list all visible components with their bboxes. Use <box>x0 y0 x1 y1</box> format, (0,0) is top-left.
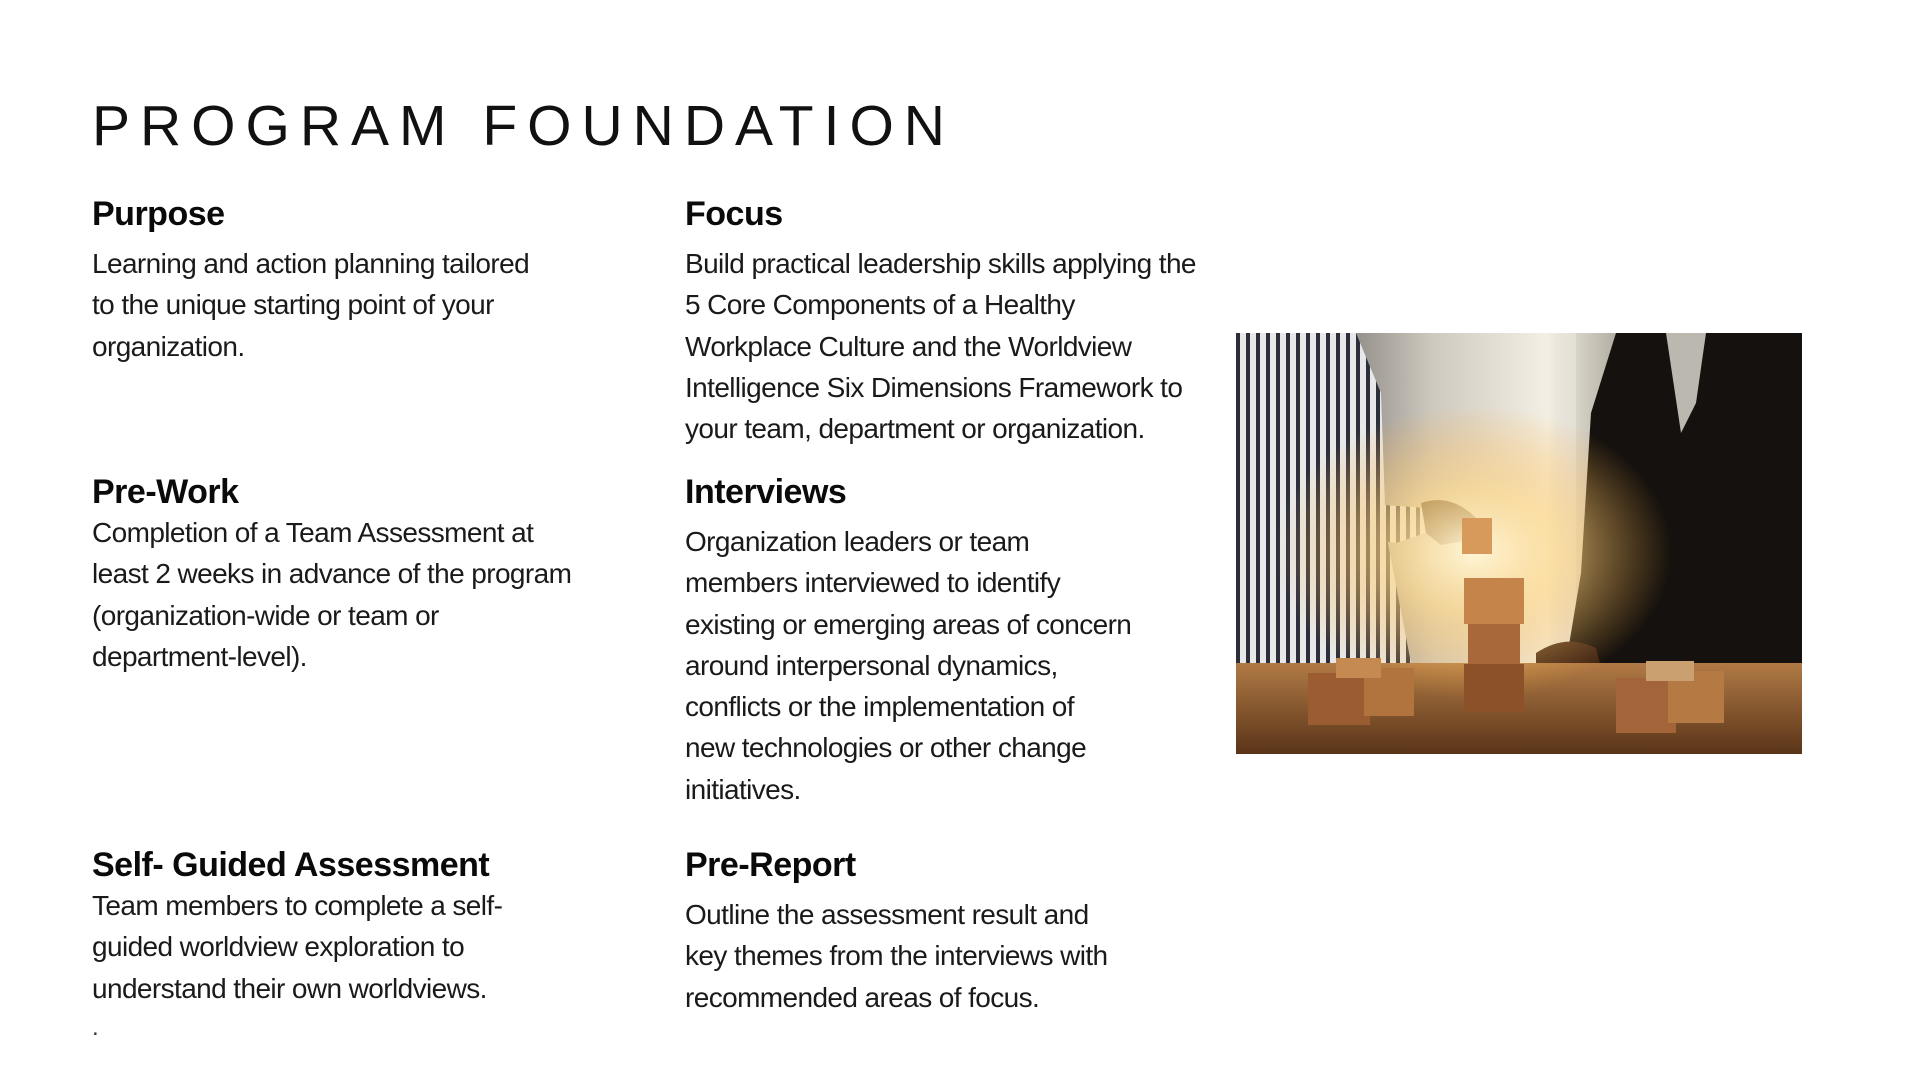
stray-period-mark: . <box>92 1014 99 1041</box>
prework-section <box>92 472 672 677</box>
self-guided-assessment-heading: Self- Guided Assessment <box>92 846 490 884</box>
self-guided-assessment-body: Team members to complete a self- guided worldview exploration to understand their own worldviews. <box>92 890 503 1004</box>
prework-heading: Pre-Work <box>92 473 239 511</box>
pre-report-body: Outline the assessment result and key themes from the interviews with recommended areas of focus. <box>685 899 1108 1013</box>
interviews-body: Organization leaders or team members interviewed to identify existing or emerging areas of concern around interpersonal dynamics, conflicts or the implementation of new technologies or other change initiatives. <box>685 526 1132 805</box>
purpose-section <box>92 194 632 367</box>
pre-report-heading: Pre-Report <box>685 846 856 884</box>
purpose-body: Learning and action planning tailored to the unique starting point of your organization. <box>92 248 530 362</box>
purpose-heading: Purpose <box>92 195 225 233</box>
focus-heading: Focus <box>685 195 783 233</box>
focus-section <box>685 194 1245 449</box>
focus-body: Build practical leadership skills applying the 5 Core Components of a Healthy Workplace Culture and the Worldview Intelligence Six Dimensions Framework to your team, department or organization. <box>685 248 1196 445</box>
pre-report-section <box>685 845 1205 1018</box>
prework-body: Completion of a Team Assessment at least 2 weeks in advance of the program (organization-wide or team or department-level). <box>92 517 572 672</box>
self-guided-assessment-section <box>92 845 652 1009</box>
page-title: PROGRAM FOUNDATION <box>92 94 955 158</box>
interviews-heading: Interviews <box>685 473 847 511</box>
wooden-blocks-photo <box>1236 333 1802 754</box>
interviews-section <box>685 472 1205 810</box>
